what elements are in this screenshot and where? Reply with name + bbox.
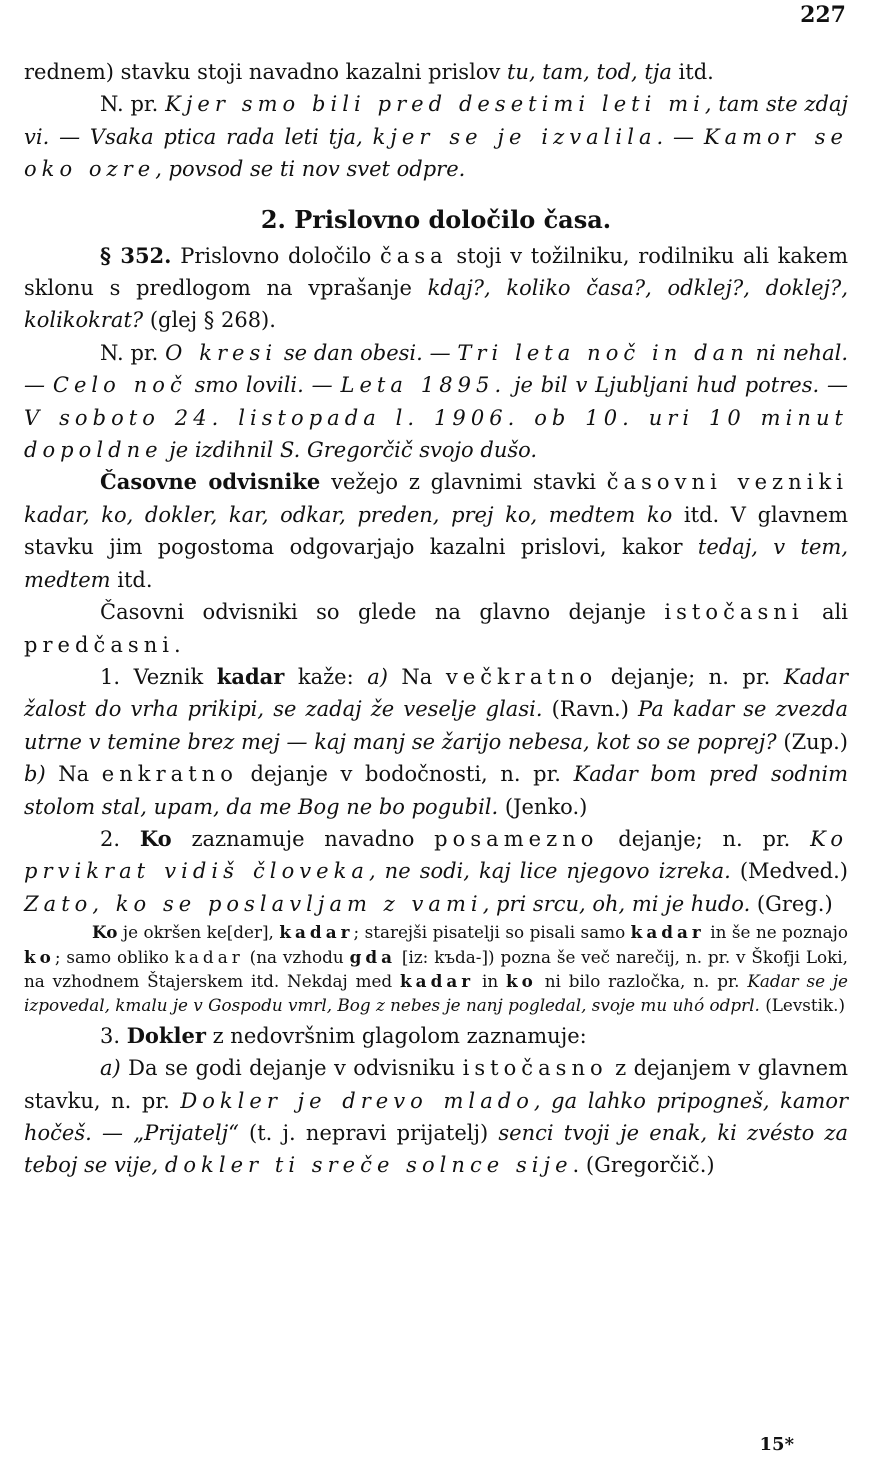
book-page (24, 0, 848, 1484)
section-heading: 2. Prislovno določilo časa. (260, 204, 612, 234)
paragraph-352: § 352. Prislovno določilo časa stoji v tožilniku, rodilniku ali kakem sklonu s predlogom na vprašanje kdaj?, koliko časa?, odklej?, doklej?, kolikokrat? (glej § 268). (24, 242, 848, 333)
paragraph-intro: rednem) stavku stoji navadno kazalni prislov tu, tam, tod, tja itd. (24, 60, 714, 84)
paragraph-time-clauses: Časovne odvisnike vežejo z glavnimi stavki časovni vezniki kadar, ko, dokler, kar, odkar, preden, prej ko, medtem ko itd. V glavnem stavku jim pogostoma odgovarjajo kazalni prislovi, kakor tedaj, v tem, medtem itd. (24, 469, 848, 592)
paragraph-examples-time: N. pr. O kresi se dan obesi. — Tri leta noč in dan ni nehal. — Celo noč smo lovili. — Leta 1895. je bil v Ljubljani hud potres. — V soboto 24. listopada l. 1906. ob 10. uri 10 minut dopoldne je izdihnil S. Gregorčič svojo dušo. (24, 340, 848, 463)
page-number: 227 (800, 2, 846, 28)
small-print-note: Ko je okršen ke[der], kadar; starejši pisatelji so pisali samo kadar in še ne poznajo ko; samo obliko kadar (na vzhodu gda [iz: kъda-]) pozna še več narečij, n. pr. v Škofji Loki, na vzhodnem Štajerskem itd. Nekdaj med kadar in ko ni bilo razločka, n. pr. Kadar se je izpovedal, kmalu je v Gospodu vmrl, Bog z nebes je nanj pogledal, svoje mu uhó odprl. (Levstik.) (24, 922, 848, 1016)
paragraph-kadar: 1. Veznik kadar kaže: a) Na večkratno dejanje; n. pr. Kadar žalost do vrha prikipi, se zadaj že veselje glasi. (Ravn.) Pa kadar se zvezda utrne v temine brez mej — kaj manj se žarijo nebesa, kot so se poprej? (Zup.) b) Na enkratno dejanje v bodočnosti, n. pr. Kadar bom pred sodnim stolom stal, upam, da me Bog ne bo pogubil. (Jenko.) (24, 663, 849, 819)
paragraph-dokler-a: a) Da se godi dejanje v odvisniku istočasno z dejanjem v glavnem stavku, n. pr. Dokler je drevo mlado, ga lahko pripogneš, kamor hočeš. — „Prijatelj“ (t. j. nepravi prijatelj) senci tvoji je enak, ki zvésto za teboj se vije, dokler ti sreče solnce sije. (Gregorčič.) (24, 1056, 849, 1178)
paragraph-dokler: 3. Dokler z nedovršnim glagolom zaznamuje: (100, 1022, 587, 1048)
printer-signature: 15* (759, 1434, 794, 1455)
page-body (24, 56, 848, 1182)
footnote-block (24, 920, 848, 1018)
paragraph-examples-place: N. pr. Kjer smo bili pred desetimi leti mi, tam ste zdaj vi. — Vsaka ptica rada leti tja, kjer se je izvalila. — Kamor se oko ozre, povsod se ti nov svet odpre. (24, 92, 848, 182)
paragraph-ko: 2. Ko zaznamuje navadno posamezno dejanje; n. pr. Ko prvikrat vidiš človeka, ne sodi, kaj lice njegovo izreka. (Medved.) Zato, ko se poslavljam z vami, pri srcu, oh, mi je hudo. (Greg.) (24, 825, 849, 916)
paragraph-simultaneous: Časovni odvisniki so glede na glavno dejanje istočasni ali predčasni. (24, 600, 848, 657)
